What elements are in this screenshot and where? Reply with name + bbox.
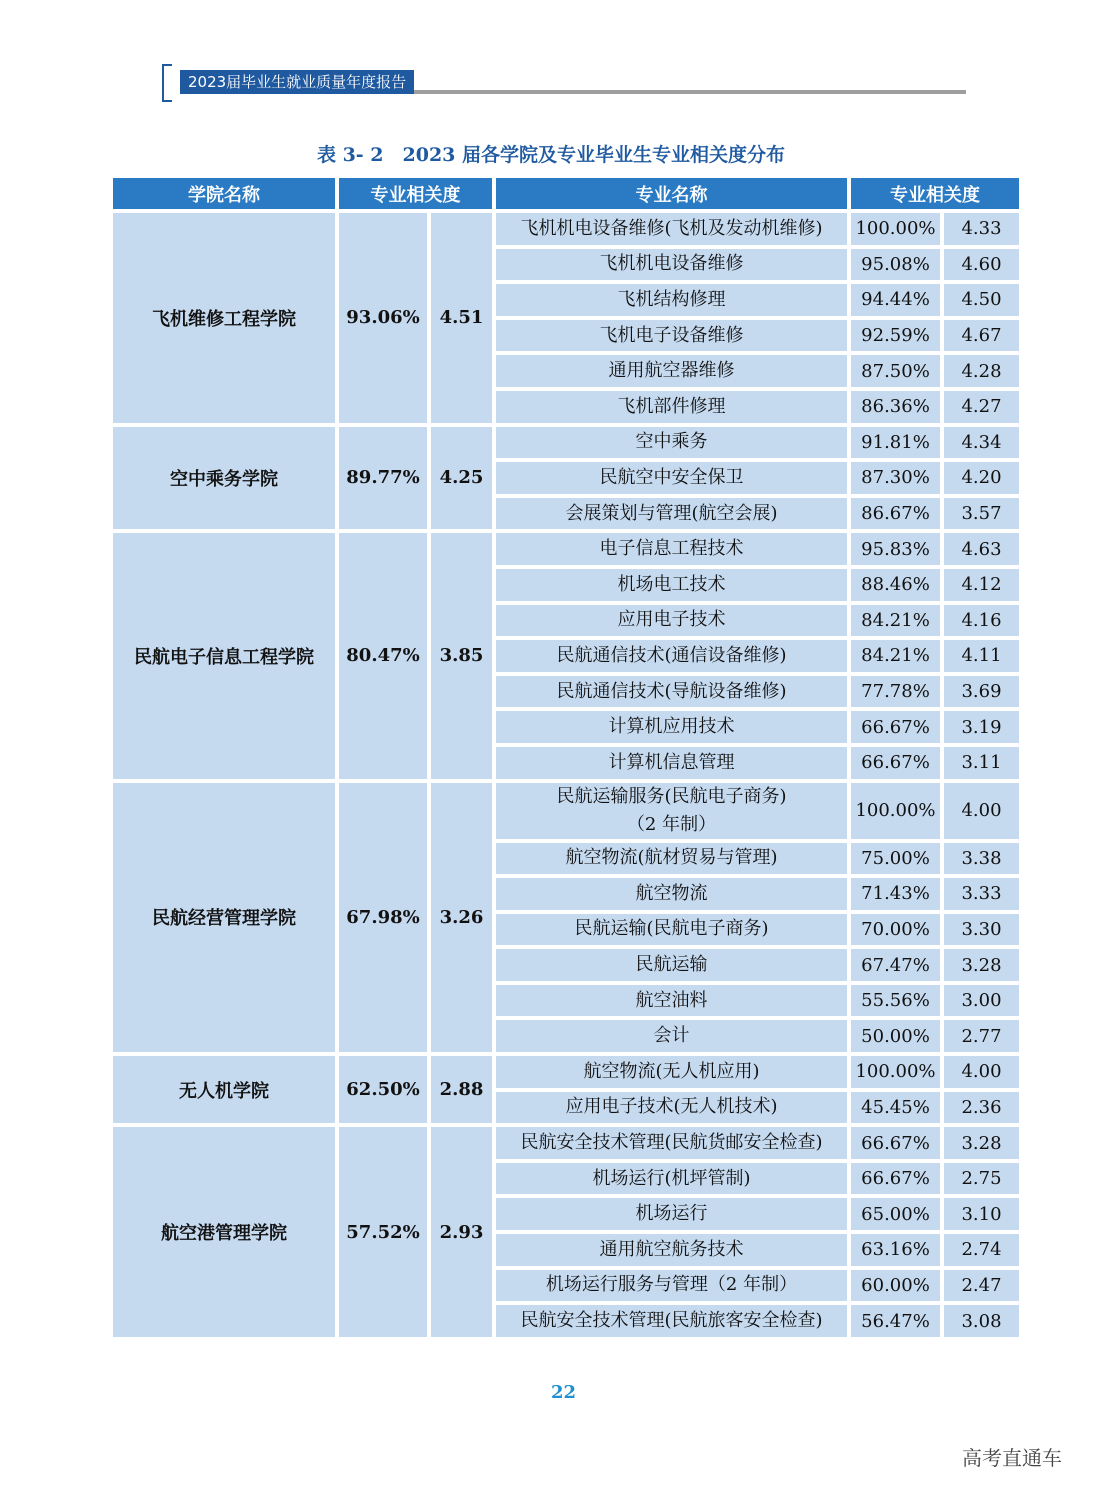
major-relevance-score: 3.57 [944,498,1019,530]
major-relevance-score: 4.27 [944,391,1019,423]
major-name-text: 飞机结构修理 [617,288,726,310]
major-name-text: 航空物流(无人机应用) [583,1060,760,1082]
major-name-text: 飞机部件修理 [617,395,726,417]
college-relevance-rate: 93.06% [339,213,427,423]
major-relevance-rate: 56.47% [851,1305,940,1337]
major-name-text: 应用电子技术(无人机技术) [565,1096,778,1118]
table-caption: 表 3- 2 2023 届各学院及专业毕业生专业相关度分布 [316,144,786,166]
major-relevance-score: 4.20 [944,462,1019,494]
major-name [496,783,847,839]
header-major-relevance: 专业相关度 [851,178,1019,209]
major-relevance-score: 4.00 [944,1056,1019,1088]
major-relevance-score: 3.28 [944,1127,1019,1159]
relevance-table [109,174,1023,1341]
page-number: 22 [550,1382,577,1403]
major-relevance-score: 3.08 [944,1305,1019,1337]
major-name [496,462,847,494]
major-relevance-rate: 100.00% [851,783,940,839]
major-relevance-score: 3.00 [944,985,1019,1017]
major-name-text: 会展策划与管理(航空会展) [565,502,778,524]
college-relevance-score: 3.85 [431,533,492,778]
major-name-text: 机场电工技术 [617,573,726,595]
major-relevance-score: 3.30 [944,914,1019,946]
major-name [496,427,847,459]
major-relevance-rate: 55.56% [851,985,940,1017]
major-name [496,1127,847,1159]
major-relevance-rate: 87.30% [851,462,940,494]
major-relevance-rate: 100.00% [851,213,940,245]
header-college-relevance: 专业相关度 [339,178,492,209]
major-name-text: 飞机机电设备维修(飞机及发动机维修) [520,217,823,239]
major-name [496,747,847,779]
major-relevance-rate: 84.21% [851,605,940,637]
major-name [496,1270,847,1302]
major-name [496,213,847,245]
college-relevance-score: 4.25 [431,427,492,530]
college-relevance-score: 2.88 [431,1056,492,1123]
major-name [496,1092,847,1124]
major-name-text: 民航安全技术管理(民航旅客安全检查) [520,1310,823,1332]
college-name: 飞机维修工程学院 [113,213,335,423]
college-relevance-rate: 89.77% [339,427,427,530]
major-relevance-rate: 75.00% [851,843,940,875]
college-relevance-score: 2.93 [431,1127,492,1337]
major-name-text: 机场运行(机坪管制) [592,1167,751,1189]
major-name [496,1234,847,1266]
major-relevance-score: 3.38 [944,843,1019,875]
watermark: 高考直通车 [962,1446,1062,1470]
major-relevance-rate: 95.08% [851,249,940,281]
major-name [496,1305,847,1337]
major-relevance-score: 2.36 [944,1092,1019,1124]
major-name [496,569,847,601]
major-name-text: 通用航空器维修 [608,360,735,382]
major-name-text: 民航空中安全保卫 [599,466,744,488]
major-name [496,949,847,981]
major-name-text: 民航通信技术(通信设备维修) [556,644,787,666]
major-relevance-rate: 92.59% [851,320,940,352]
major-relevance-rate: 94.44% [851,284,940,316]
major-relevance-score: 4.50 [944,284,1019,316]
college-name: 民航电子信息工程学院 [113,533,335,778]
major-relevance-rate: 60.00% [851,1270,940,1302]
table-row [113,213,1019,245]
major-relevance-score: 2.74 [944,1234,1019,1266]
major-name [496,914,847,946]
major-name [496,498,847,530]
major-relevance-score: 3.69 [944,676,1019,708]
major-name [496,533,847,565]
major-name [496,640,847,672]
major-relevance-rate: 91.81% [851,427,940,459]
major-name-text: 通用航空航务技术 [599,1238,744,1260]
major-relevance-score: 4.33 [944,213,1019,245]
major-name-text: 计算机应用技术 [608,716,735,738]
major-name-text: 机场运行服务与管理（2 年制） [545,1274,798,1296]
college-relevance-rate: 80.47% [339,533,427,778]
major-relevance-rate: 66.67% [851,1127,940,1159]
table-row [113,533,1019,565]
college-relevance-rate: 67.98% [339,783,427,1053]
header-college-name: 学院名称 [113,178,335,209]
major-name [496,249,847,281]
college-relevance-rate: 57.52% [339,1127,427,1337]
major-relevance-score: 2.77 [944,1020,1019,1052]
major-relevance-rate: 66.67% [851,711,940,743]
major-name [496,1163,847,1195]
college-relevance-score: 4.51 [431,213,492,423]
major-relevance-rate: 88.46% [851,569,940,601]
major-name-text: 民航运输服务(民航电子商务) [556,785,787,807]
major-name [496,711,847,743]
major-name-text: 民航运输 [635,954,708,976]
major-relevance-score: 3.10 [944,1198,1019,1230]
college-name: 航空港管理学院 [113,1127,335,1337]
major-relevance-score: 4.60 [944,249,1019,281]
header-bracket [162,64,172,102]
major-name [496,605,847,637]
major-relevance-score: 4.34 [944,427,1019,459]
major-name [496,676,847,708]
major-name [496,1198,847,1230]
major-name-text: 民航运输(民航电子商务) [574,918,769,940]
table-row [113,1056,1019,1088]
major-relevance-rate: 87.50% [851,355,940,387]
major-name [496,391,847,423]
major-name [496,1056,847,1088]
major-name [496,1020,847,1052]
major-relevance-score: 3.19 [944,711,1019,743]
major-relevance-score: 3.33 [944,878,1019,910]
major-name [496,985,847,1017]
major-name [496,878,847,910]
major-name [496,284,847,316]
college-name: 民航经营管理学院 [113,783,335,1053]
college-relevance-score: 3.26 [431,783,492,1053]
college-relevance-rate: 62.50% [339,1056,427,1123]
major-relevance-rate: 50.00% [851,1020,940,1052]
major-relevance-score: 2.47 [944,1270,1019,1302]
major-relevance-score: 4.67 [944,320,1019,352]
major-relevance-rate: 95.83% [851,533,940,565]
college-name: 空中乘务学院 [113,427,335,530]
major-relevance-score: 4.12 [944,569,1019,601]
major-name-text: 电子信息工程技术 [599,538,744,560]
major-relevance-rate: 70.00% [851,914,940,946]
major-relevance-rate: 67.47% [851,949,940,981]
table-row [113,427,1019,459]
major-relevance-score: 4.00 [944,783,1019,839]
major-name-text-line2: （2 年制） [626,813,717,835]
major-name-text: 民航通信技术(导航设备维修) [556,680,787,702]
major-name [496,355,847,387]
major-relevance-rate: 66.67% [851,747,940,779]
major-name-text: 机场运行 [635,1203,708,1225]
table-body [113,213,1019,1337]
major-relevance-rate: 71.43% [851,878,940,910]
major-name [496,843,847,875]
major-relevance-score: 4.16 [944,605,1019,637]
major-relevance-score: 2.75 [944,1163,1019,1195]
major-relevance-rate: 77.78% [851,676,940,708]
major-name-text: 航空油料 [635,989,708,1011]
major-name-text: 会计 [653,1025,690,1047]
major-relevance-rate: 86.36% [851,391,940,423]
table-row [113,1127,1019,1159]
major-relevance-score: 4.63 [944,533,1019,565]
college-name: 无人机学院 [113,1056,335,1123]
major-name-text: 应用电子技术 [617,609,726,631]
major-relevance-rate: 65.00% [851,1198,940,1230]
report-title: 2023届毕业生就业质量年度报告 [180,70,414,94]
table-row [113,783,1019,839]
major-name-text: 飞机电子设备维修 [599,324,744,346]
major-relevance-rate: 45.45% [851,1092,940,1124]
table-header-row [113,178,1019,209]
major-relevance-rate: 84.21% [851,640,940,672]
major-relevance-score: 4.11 [944,640,1019,672]
major-name [496,320,847,352]
major-relevance-rate: 66.67% [851,1163,940,1195]
major-name-text: 飞机机电设备维修 [599,253,744,275]
major-name-text: 计算机信息管理 [608,751,735,773]
major-name-text: 航空物流 [635,882,708,904]
major-relevance-score: 3.28 [944,949,1019,981]
major-relevance-rate: 100.00% [851,1056,940,1088]
major-name-text: 空中乘务 [635,431,708,453]
major-relevance-rate: 86.67% [851,498,940,530]
major-relevance-score: 3.11 [944,747,1019,779]
header-major-name: 专业名称 [496,178,847,209]
major-name-text: 航空物流(航材贸易与管理) [565,847,778,869]
major-name-text: 民航安全技术管理(民航货邮安全检查) [520,1132,823,1154]
major-relevance-rate: 63.16% [851,1234,940,1266]
major-relevance-score: 4.28 [944,355,1019,387]
